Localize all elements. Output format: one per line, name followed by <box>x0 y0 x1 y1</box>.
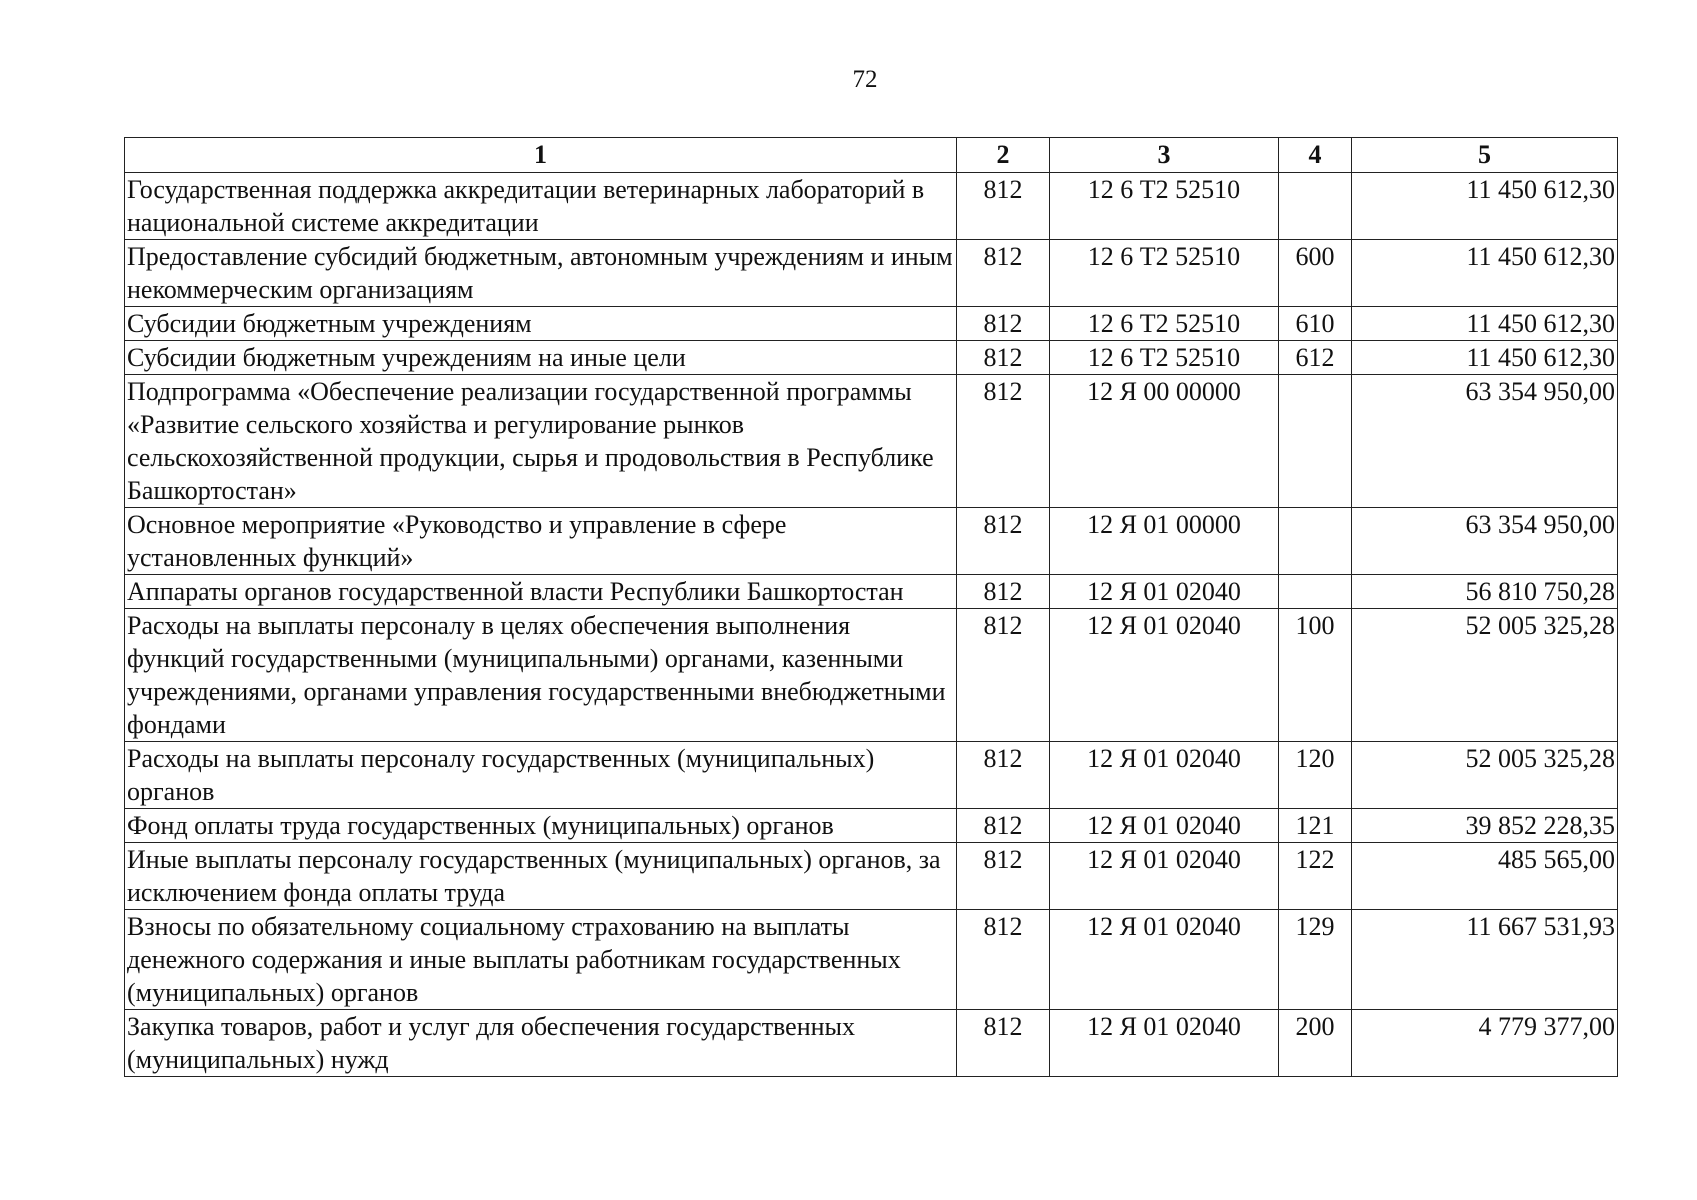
header-col-1: 1 <box>125 138 957 173</box>
table-row <box>125 508 1618 575</box>
row-csr-cell: 12 Я 01 02040 <box>1050 910 1279 1010</box>
row-ved-cell: 812 <box>957 575 1050 609</box>
budget-table <box>124 137 1618 1077</box>
row-csr-cell: 12 Я 01 02040 <box>1050 1010 1279 1077</box>
row-vr-cell: 200 <box>1279 1010 1352 1077</box>
row-sum-cell: 52 005 325,28 <box>1352 609 1618 742</box>
row-vr-cell <box>1279 173 1352 240</box>
row-ved-cell: 812 <box>957 375 1050 508</box>
row-ved-cell: 812 <box>957 843 1050 910</box>
row-csr-cell: 12 Я 00 00000 <box>1050 375 1279 508</box>
row-vr-cell: 100 <box>1279 609 1352 742</box>
table-row <box>125 575 1618 609</box>
row-name-cell: Аппараты органов государственной власти Республики Башкортостан <box>125 575 957 609</box>
table-row <box>125 843 1618 910</box>
row-name-cell: Предоставление субсидий бюджетным, автономным учреждениям и иным некоммерческим организациям <box>125 240 957 307</box>
row-name-cell: Государственная поддержка аккредитации ветеринарных лабораторий в национальной системе аккредитации <box>125 173 957 240</box>
row-vr-cell: 610 <box>1279 307 1352 341</box>
row-ved-cell: 812 <box>957 910 1050 1010</box>
row-sum-cell: 63 354 950,00 <box>1352 508 1618 575</box>
row-ved-cell: 812 <box>957 341 1050 375</box>
row-name-cell: Фонд оплаты труда государственных (муниципальных) органов <box>125 809 957 843</box>
row-vr-cell: 129 <box>1279 910 1352 1010</box>
row-sum-cell: 11 667 531,93 <box>1352 910 1618 1010</box>
row-csr-cell: 12 Я 01 00000 <box>1050 508 1279 575</box>
row-name-cell: Основное мероприятие «Руководство и управление в сфере установленных функций» <box>125 508 957 575</box>
row-vr-cell <box>1279 375 1352 508</box>
header-col-2: 2 <box>957 138 1050 173</box>
row-sum-cell: 11 450 612,30 <box>1352 307 1618 341</box>
row-sum-cell: 11 450 612,30 <box>1352 173 1618 240</box>
row-ved-cell: 812 <box>957 742 1050 809</box>
row-sum-cell: 4 779 377,00 <box>1352 1010 1618 1077</box>
row-sum-cell: 52 005 325,28 <box>1352 742 1618 809</box>
row-ved-cell: 812 <box>957 240 1050 307</box>
table-row <box>125 375 1618 508</box>
table-row <box>125 173 1618 240</box>
row-ved-cell: 812 <box>957 1010 1050 1077</box>
row-vr-cell: 122 <box>1279 843 1352 910</box>
row-vr-cell <box>1279 508 1352 575</box>
row-csr-cell: 12 Я 01 02040 <box>1050 575 1279 609</box>
header-row <box>125 138 1618 173</box>
header-col-4: 4 <box>1279 138 1352 173</box>
row-vr-cell: 120 <box>1279 742 1352 809</box>
table-row <box>125 809 1618 843</box>
row-ved-cell: 812 <box>957 173 1050 240</box>
header-col-3: 3 <box>1050 138 1279 173</box>
table-row <box>125 609 1618 742</box>
row-name-cell: Расходы на выплаты персоналу в целях обеспечения выполнения функций государственными (муниципальными) органами, казенными учреждениями, органами управления государственными внебюджетными фондами <box>125 609 957 742</box>
row-sum-cell: 11 450 612,30 <box>1352 341 1618 375</box>
row-vr-cell: 121 <box>1279 809 1352 843</box>
page-number: 72 <box>852 66 878 93</box>
table-row <box>125 742 1618 809</box>
row-name-cell: Подпрограмма «Обеспечение реализации государственной программы «Развитие сельского хозяйства и регулирование рынков сельскохозяйственной продукции, сырья и продовольствия в Республике Башкортостан» <box>125 375 957 508</box>
row-name-cell: Закупка товаров, работ и услуг для обеспечения государственных (муниципальных) нужд <box>125 1010 957 1077</box>
row-ved-cell: 812 <box>957 809 1050 843</box>
row-vr-cell: 600 <box>1279 240 1352 307</box>
row-name-cell: Субсидии бюджетным учреждениям <box>125 307 957 341</box>
row-csr-cell: 12 6 Т2 52510 <box>1050 173 1279 240</box>
row-sum-cell: 485 565,00 <box>1352 843 1618 910</box>
row-csr-cell: 12 6 Т2 52510 <box>1050 341 1279 375</box>
table-row <box>125 240 1618 307</box>
row-csr-cell: 12 Я 01 02040 <box>1050 809 1279 843</box>
row-name-cell: Расходы на выплаты персоналу государственных (муниципальных) органов <box>125 742 957 809</box>
row-sum-cell: 39 852 228,35 <box>1352 809 1618 843</box>
header-col-5: 5 <box>1352 138 1618 173</box>
table-row <box>125 341 1618 375</box>
row-sum-cell: 11 450 612,30 <box>1352 240 1618 307</box>
row-csr-cell: 12 Я 01 02040 <box>1050 742 1279 809</box>
row-sum-cell: 56 810 750,28 <box>1352 575 1618 609</box>
row-ved-cell: 812 <box>957 307 1050 341</box>
row-name-cell: Субсидии бюджетным учреждениям на иные цели <box>125 341 957 375</box>
row-vr-cell: 612 <box>1279 341 1352 375</box>
table-row <box>125 910 1618 1010</box>
row-csr-cell: 12 6 Т2 52510 <box>1050 240 1279 307</box>
row-vr-cell <box>1279 575 1352 609</box>
row-sum-cell: 63 354 950,00 <box>1352 375 1618 508</box>
row-csr-cell: 12 Я 01 02040 <box>1050 609 1279 742</box>
row-name-cell: Иные выплаты персоналу государственных (муниципальных) органов, за исключением фонда оплаты труда <box>125 843 957 910</box>
row-name-cell: Взносы по обязательному социальному страхованию на выплаты денежного содержания и иные выплаты работникам государственных (муниципальных) органов <box>125 910 957 1010</box>
table-row <box>125 1010 1618 1077</box>
row-ved-cell: 812 <box>957 508 1050 575</box>
row-ved-cell: 812 <box>957 609 1050 742</box>
row-csr-cell: 12 Я 01 02040 <box>1050 843 1279 910</box>
table-row <box>125 307 1618 341</box>
row-csr-cell: 12 6 Т2 52510 <box>1050 307 1279 341</box>
